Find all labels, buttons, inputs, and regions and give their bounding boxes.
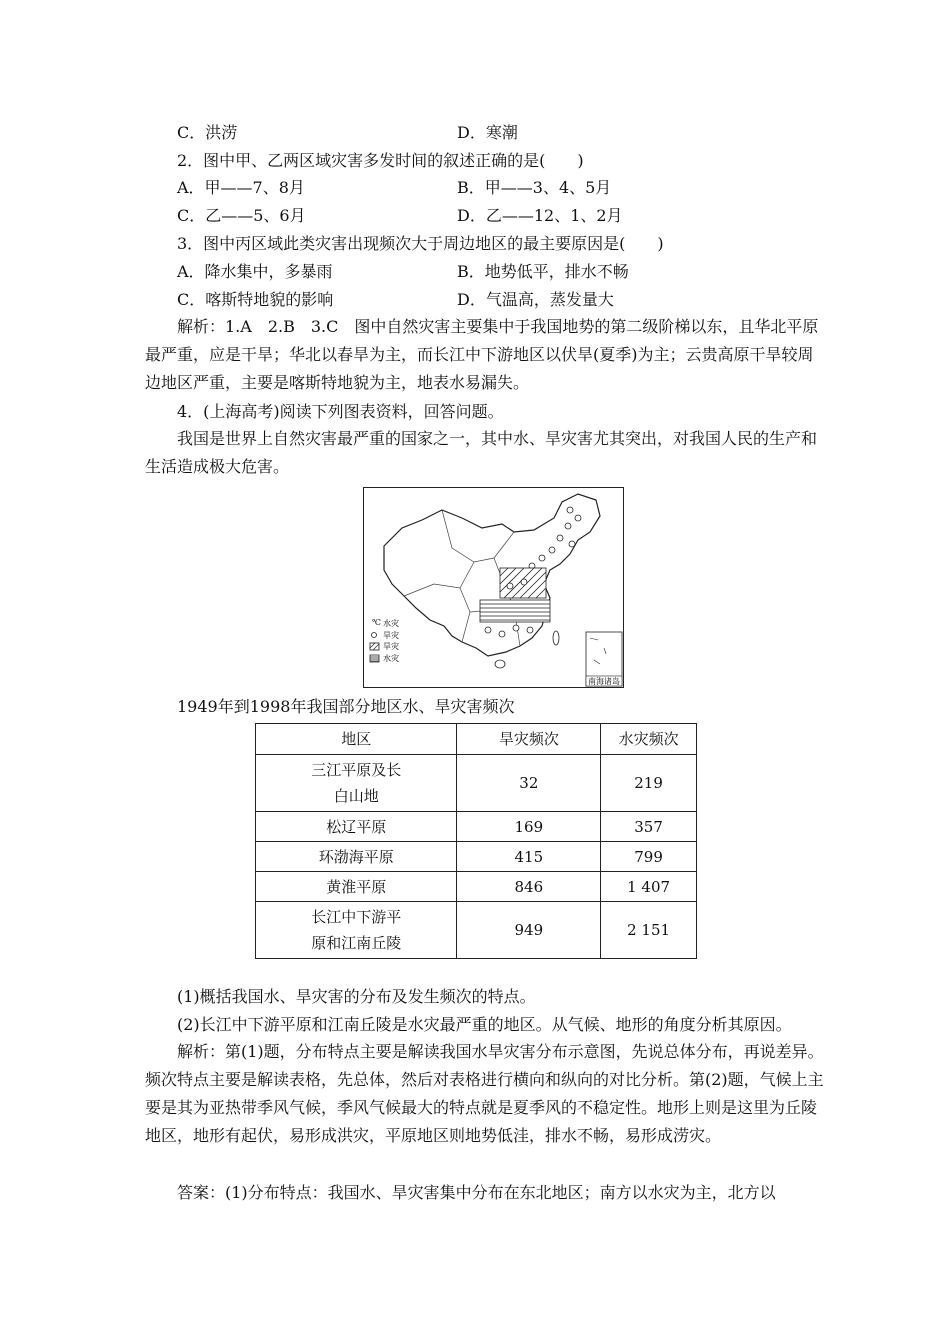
q2-stem: 2．图中甲、乙两区域灾害多发时间的叙述正确的是( ) <box>177 151 584 170</box>
inset-label: 南海诸岛 <box>588 677 620 686</box>
q4-stem: 4．(上海高考)阅读下列图表资料，回答问题。 <box>177 402 504 421</box>
region-line: 三江平原及长 <box>311 761 402 779</box>
legend-label: 水灾 <box>383 654 399 663</box>
disaster-distribution-map <box>363 487 624 688</box>
region-line: 白山地 <box>333 787 379 805</box>
q3-stem: 3．图中丙区域此类灾害出现频次大于周边地区的最主要原因是( ) <box>177 234 664 253</box>
drought-count: 949 <box>457 902 601 959</box>
q1-option-d: D．寒潮 <box>457 123 518 142</box>
drought-count: 846 <box>457 872 601 902</box>
table-row <box>256 872 697 902</box>
q4-intro: 我国是世界上自然灾害最严重的国家之一，其中水、旱灾害尤其突出，对我国人民的生产和生活造成极大危害。 <box>145 429 818 476</box>
region-cell: 黄淮平原 <box>256 872 457 902</box>
table-caption: 1949年到1998年我国部分地区水、旱灾害频次 <box>177 697 515 716</box>
table-row <box>256 755 697 812</box>
q3-option-a: A．降水集中，多暴雨 <box>177 262 333 281</box>
q2-option-d: D．乙——12、1、2月 <box>457 206 623 225</box>
taiwan-island <box>553 631 559 645</box>
flood-count: 799 <box>601 842 697 872</box>
q2-option-c: C．乙——5、6月 <box>177 206 306 225</box>
table-row <box>256 812 697 842</box>
q2-option-b: B．甲——3、4、5月 <box>457 178 612 197</box>
q2-option-a: A．甲——7、8月 <box>177 178 305 197</box>
drought-count: 32 <box>457 755 601 812</box>
q3-option-c: C．喀斯特地貌的影响 <box>177 290 334 309</box>
region-cell <box>256 755 457 812</box>
region-line: 长江中下游平 <box>311 908 402 926</box>
header-region: 地区 <box>256 724 457 755</box>
region-cell: 松辽平原 <box>256 812 457 842</box>
analysis-4: 解析：第(1)题，分布特点主要是解读我国水旱灾害分布示意图，先说总体分布，再说差异。频次特点主要是解读表格，先总体，然后对表格进行横向和纵向的对比分析。第(2)题，气候上主要是其为亚热带季风气候，季风气候最大的特点就是夏季风的不稳定性。地形上则是这里为丘陵地区，地形有起伏，易形成洪灾，平原地区则地势低洼，排水不畅，易形成涝灾。 <box>145 1042 824 1145</box>
flood-hatch-yangtze <box>480 600 550 622</box>
hainan-island <box>495 660 505 668</box>
header-flood: 水灾频次 <box>601 724 697 755</box>
q3-option-d: D．气温高，蒸发量大 <box>457 290 614 309</box>
map-legend <box>370 618 399 663</box>
flood-count: 219 <box>601 755 697 812</box>
header-drought: 旱灾频次 <box>457 724 601 755</box>
svg-text:℃: ℃ <box>372 618 381 627</box>
q3-option-b: B．地势低平，排水不畅 <box>457 262 629 281</box>
answer: 答案：(1)分布特点：我国水、旱灾害集中分布在东北地区；南方以水灾为主，北方以 <box>177 1183 776 1202</box>
disaster-frequency-table <box>255 723 697 959</box>
drought-count: 415 <box>457 842 601 872</box>
china-map-graphic <box>364 488 623 687</box>
legend-label: 旱灾 <box>383 642 399 651</box>
region-cell <box>256 902 457 959</box>
table-header-row <box>256 724 697 755</box>
south-china-sea-inset <box>586 632 622 686</box>
flood-count: 357 <box>601 812 697 842</box>
sub-question-2: (2)长江中下游平原和江南丘陵是水灾最严重的地区。从气候、地形的角度分析其原因。 <box>177 1015 792 1034</box>
sub-question-1: (1)概括我国水、旱灾害的分布及发生频次的特点。 <box>177 987 536 1006</box>
table-row <box>256 902 697 959</box>
region-cell: 环渤海平原 <box>256 842 457 872</box>
q1-option-c: C．洪涝 <box>177 123 238 142</box>
drought-count: 169 <box>457 812 601 842</box>
flood-count: 2 151 <box>601 902 697 959</box>
region-line: 原和江南丘陵 <box>311 934 402 952</box>
china-outline <box>384 494 600 656</box>
table-row <box>256 842 697 872</box>
flood-count: 1 407 <box>601 872 697 902</box>
legend-label: 旱灾 <box>383 631 399 640</box>
analysis-1-3: 解析：1.A 2.B 3.C 图中自然灾害主要集中于我国地势的第二级阶梯以东，且华北平原最严重，应是干旱；华北以春旱为主，而长江中下游地区以伏旱(夏季)为主；云贵高原干旱较周边地区严重，主要是喀斯特地貌为主，地表水易漏失。 <box>145 317 819 392</box>
legend-label: 水灾 <box>383 619 399 628</box>
